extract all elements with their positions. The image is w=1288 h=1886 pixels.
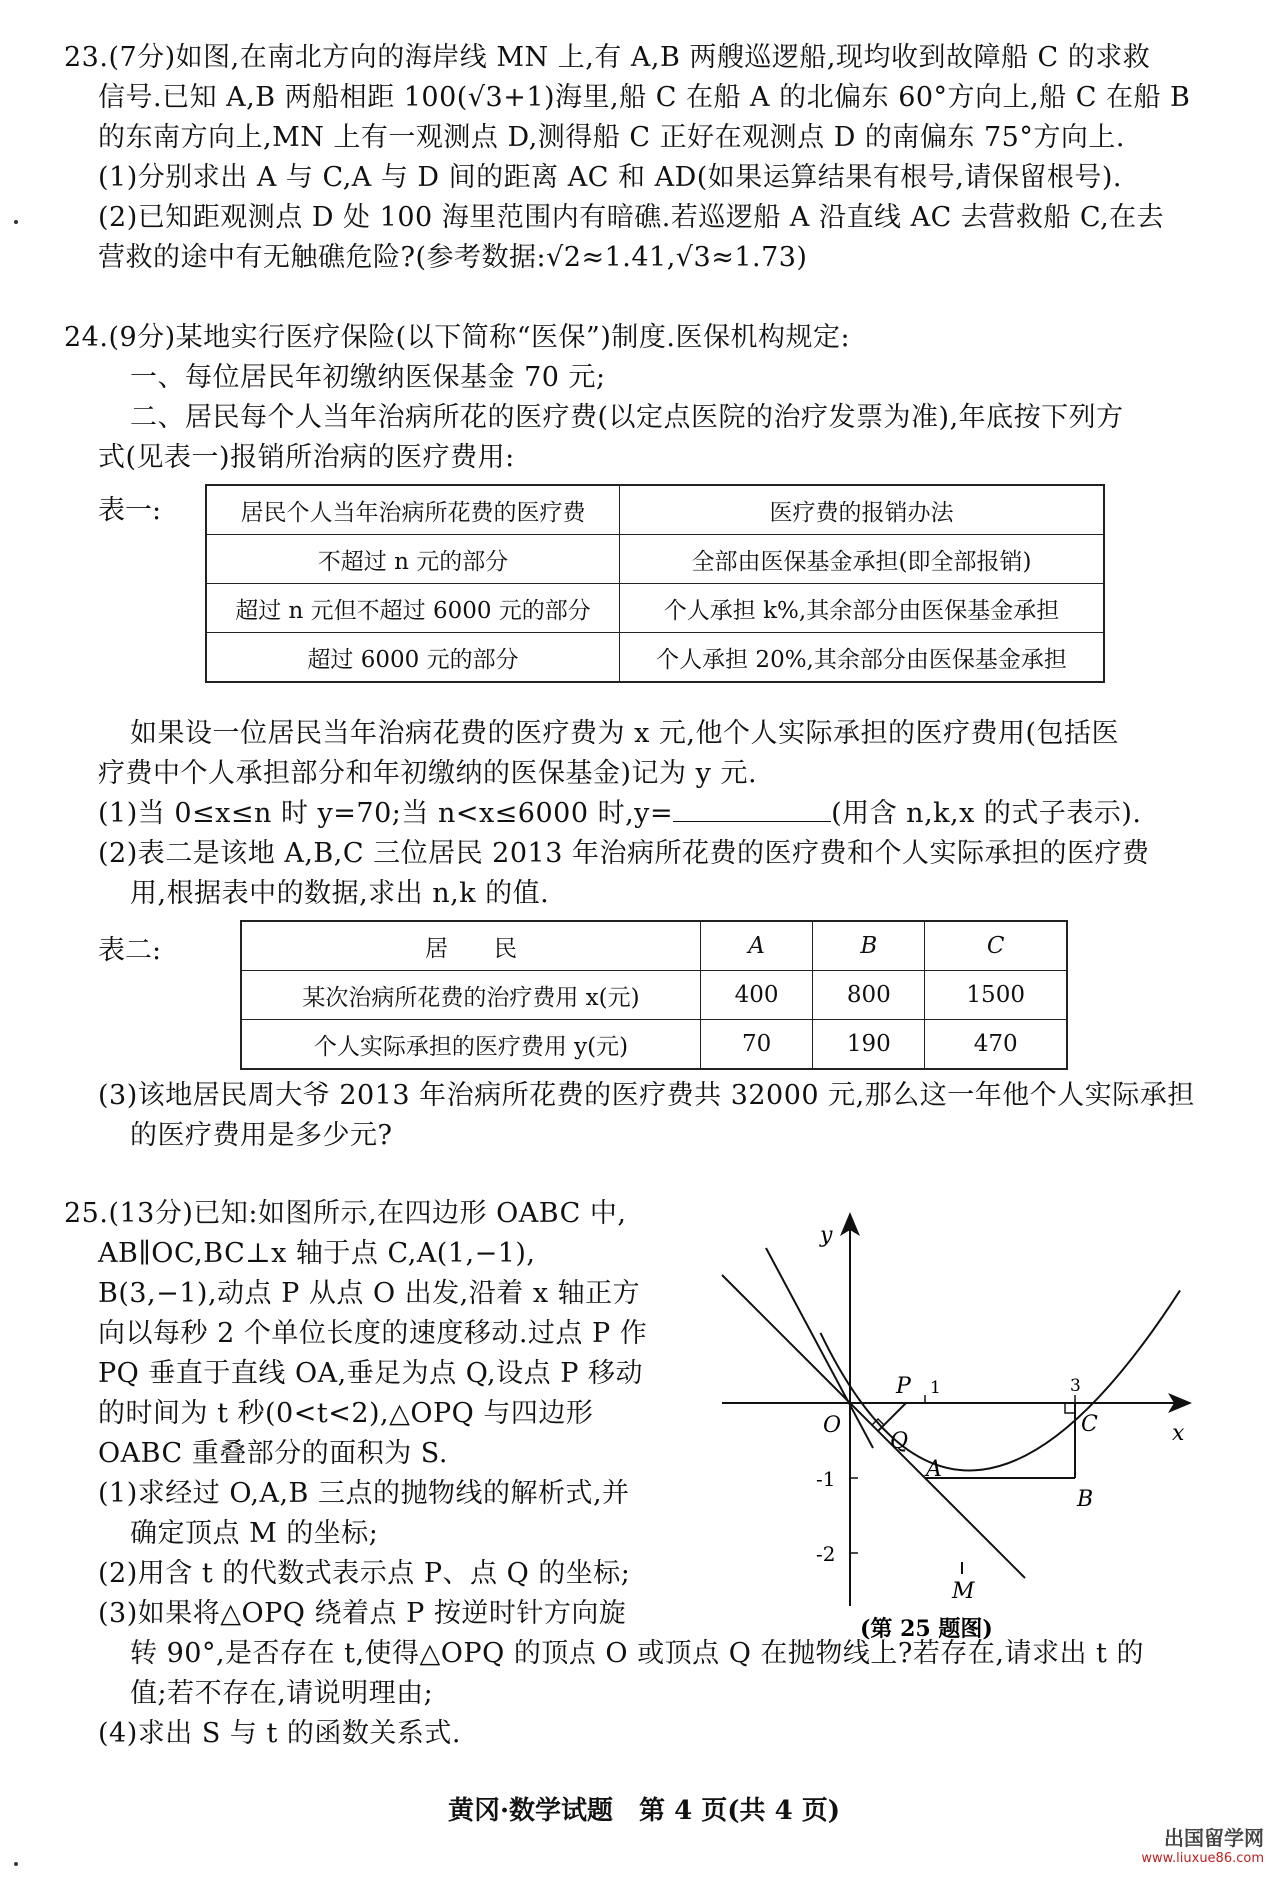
q25-line-4: 向以每秒 2 个单位长度的速度移动.过点 P 作 [98, 1318, 648, 1349]
table2-row-label: 某次治病所花费的治疗费用 x(元) [241, 971, 701, 1020]
table-2 [240, 920, 1068, 1070]
q23-line-6: 营救的途中有无触礁危险?(参考数据:√2≈1.41,√3≈1.73) [98, 242, 808, 273]
q24-line-2: 一、每位居民年初缴纳医保基金 70 元; [130, 362, 606, 393]
tick-label-y2: -2 [816, 1542, 836, 1566]
label-b: B [1077, 1487, 1094, 1512]
q24-line-3: 二、居民每个人当年治病所花的医疗费(以定点医院的治疗发票为准),年底按下列方 [130, 402, 1124, 433]
watermark-url: www.liuxue86.com [1141, 1851, 1264, 1866]
scan-speck [14, 220, 18, 224]
q24-line-7a: (1)当 0≤x≤n 时 y=70;当 n<x≤6000 时,y= [98, 798, 674, 829]
label-p: P [896, 1374, 911, 1399]
table2-cell: 470 [925, 1020, 1067, 1070]
table2-header-b: B [813, 921, 925, 971]
parabola [821, 1290, 1181, 1470]
label-m: M [952, 1579, 975, 1604]
table2-cell: 190 [813, 1020, 925, 1070]
q24-line-11: 的医疗费用是多少元? [130, 1120, 393, 1151]
q23-line-2: 信号.已知 A,B 两船相距 100(√3+1)海里,船 C 在船 A 的北偏东 60°方向上,船 C 在船 B [98, 82, 1191, 113]
table2-header-c: C [925, 921, 1067, 971]
x-axis-label: x [1172, 1421, 1185, 1446]
q25-line-14: (4)求出 S 与 t 的函数关系式. [98, 1718, 462, 1749]
q25-figure [710, 1208, 1210, 1648]
q25-line-7: OABC 重叠部分的面积为 S. [98, 1438, 448, 1469]
table1-header-cost: 居民个人当年治病所花费的医疗费 [206, 485, 620, 535]
table1-cell: 不超过 n 元的部分 [206, 535, 620, 584]
table1-cell: 个人承担 20%,其余部分由医保基金承担 [620, 633, 1105, 683]
table2-cell: 70 [701, 1020, 813, 1070]
q24-line-7 [98, 794, 1142, 834]
table1-cell: 全部由医保基金承担(即全部报销) [620, 535, 1105, 584]
q25-line-12: 转 90°,是否存在 t,使得△OPQ 的顶点 O 或顶点 Q 在抛物线上?若存在,请求出 t 的 [130, 1638, 1144, 1669]
right-angle-c [1065, 1403, 1075, 1413]
q24-line-4: 式(见表一)报销所治病的医疗费用: [98, 442, 515, 473]
label-q: Q [890, 1429, 909, 1454]
table2-label: 表二: [98, 935, 162, 966]
label-a: A [926, 1457, 942, 1482]
q25-line-9: 确定顶点 M 的坐标; [130, 1518, 379, 1549]
tick-label-y1: -1 [816, 1467, 836, 1491]
q24-line-10: (3)该地居民周大爷 2013 年治病所花费的医疗费共 32000 元,那么这一年他个人实际承担 [98, 1080, 1195, 1111]
table2-cell: 1500 [925, 971, 1067, 1020]
label-o: O [823, 1413, 842, 1438]
line-steep [766, 1248, 873, 1448]
y-axis-label: y [820, 1223, 833, 1248]
page-footer: 黄冈·数学试题 第 4 页(共 4 页) [447, 1796, 841, 1826]
q25-line-11: (3)如果将△OPQ 绕着点 P 按逆时针方向旋 [98, 1598, 627, 1629]
q24-line-8: (2)表二是该地 A,B,C 三位居民 2013 年治病所花费的医疗费和个人实际承担的医疗费 [98, 838, 1150, 869]
q24-line-6: 疗费中个人承担部分和年初缴纳的医保基金)记为 y 元. [98, 758, 758, 789]
figure-caption: (第 25 题图) [860, 1616, 993, 1642]
table2-header-a: A [701, 921, 813, 971]
q24-line-9: 用,根据表中的数据,求出 n,k 的值. [130, 878, 550, 909]
scan-speck [14, 1862, 18, 1866]
q23-line-1: 23.(7分)如图,在南北方向的海岸线 MN 上,有 A,B 两艘巡逻船,现均收到故障船 C 的求救 [64, 42, 1151, 73]
q25-line-13: 值;若不存在,请说明理由; [130, 1678, 434, 1709]
table1-header-method: 医疗费的报销办法 [620, 485, 1105, 535]
table2-header-resident: 居 民 [241, 921, 701, 971]
table1-cell: 超过 n 元但不超过 6000 元的部分 [206, 584, 620, 633]
label-c: C [1081, 1412, 1098, 1437]
q25-line-3: B(3,−1),动点 P 从点 O 出发,沿着 x 轴正方 [98, 1278, 641, 1309]
table1-cell: 超过 6000 元的部分 [206, 633, 620, 683]
q24-line-1: 24.(9分)某地实行医疗保险(以下简称“医保”)制度.医保机构规定: [64, 322, 851, 353]
line-oa [722, 1275, 1025, 1578]
q25-line-2: AB∥OC,BC⊥x 轴于点 C,A(1,−1), [98, 1238, 536, 1269]
q23-line-4: (1)分别求出 A 与 C,A 与 D 间的距离 AC 和 AD(如果运算结果有根号,请保留根号). [98, 162, 1122, 193]
table2-cell: 400 [701, 971, 813, 1020]
tick-label-x3: 3 [1070, 1376, 1081, 1396]
q24-line-5: 如果设一位居民当年治病花费的医疗费为 x 元,他个人实际承担的医疗费用(包括医 [130, 718, 1120, 749]
table-1 [205, 484, 1105, 683]
table2-cell: 800 [813, 971, 925, 1020]
q25-line-8: (1)求经过 O,A,B 三点的抛物线的解析式,并 [98, 1478, 630, 1509]
q24-line-7b: (用含 n,k,x 的式子表示). [831, 798, 1142, 829]
table2-row-label: 个人实际承担的医疗费用 y(元) [241, 1020, 701, 1070]
tick-label-x1: 1 [930, 1378, 941, 1398]
table1-label: 表一: [98, 495, 162, 526]
answer-blank [673, 797, 831, 822]
watermark-name: 出国留学网 [1164, 1826, 1264, 1850]
table1-cell: 个人承担 k%,其余部分由医保基金承担 [620, 584, 1105, 633]
q25-line-10: (2)用含 t 的代数式表示点 P、点 Q 的坐标; [98, 1558, 631, 1589]
q23-line-5: (2)已知距观测点 D 处 100 海里范围内有暗礁.若巡逻船 A 沿直线 AC 去营救船 C,在去 [98, 202, 1165, 233]
q25-line-5: PQ 垂直于直线 OA,垂足为点 Q,设点 P 移动 [98, 1358, 643, 1389]
segment-pq [878, 1403, 906, 1431]
q25-line-1: 25.(13分)已知:如图所示,在四边形 OABC 中, [64, 1198, 627, 1229]
q25-line-6: 的时间为 t 秒(0<t<2),△OPQ 与四边形 [98, 1398, 594, 1429]
q23-line-3: 的东南方向上,MN 上有一观测点 D,测得船 C 正好在观测点 D 的南偏东 75°方向上. [98, 122, 1125, 153]
watermark [1141, 1822, 1264, 1866]
